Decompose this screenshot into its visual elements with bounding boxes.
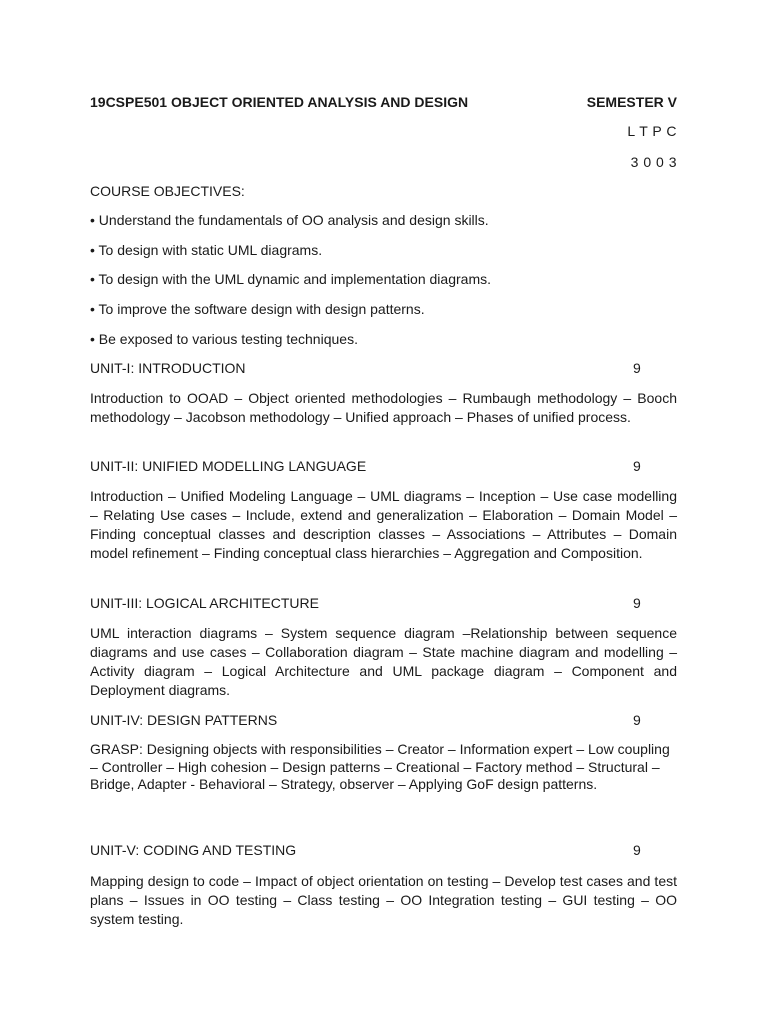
course-header [90,94,677,110]
unit-content: Introduction to OOAD – Object oriented methodologies – Rumbaugh methodology – Booch methodology – Jacobson methodology – Unified approach – Phases of unified process. [90,390,677,425]
unit-content: UML interaction diagrams – System sequence diagram –Relationship between sequence diagrams and use cases – Collaboration diagram – State machine diagram and modelling – Activity diagram – Logical Architecture and UML package diagram – Component and Deployment diagrams. [90,625,677,698]
unit-content: Mapping design to code – Impact of object orientation on testing – Develop test cases and test plans – Issues in OO testing – Class testing – OO Integration testing – GUI testing – OO system testing. [90,873,677,927]
unit-title: UNIT-IV: DESIGN PATTERNS [90,712,278,728]
objective-item: • Be exposed to various testing techniques. [90,331,358,347]
objective-item: • To design with static UML diagrams. [90,242,323,258]
objective-item: • To design with the UML dynamic and implementation diagrams. [90,271,491,287]
unit-hours: 9 [633,712,641,728]
syllabus-page [90,0,677,1024]
unit-heading [90,712,677,728]
unit-heading [90,360,677,376]
ltpc-label: L T P C [627,123,677,139]
unit-hours: 9 [633,360,641,376]
unit-heading [90,595,677,611]
semester-label: SEMESTER V [586,94,677,110]
unit-title: UNIT-III: LOGICAL ARCHITECTURE [90,595,319,611]
ltpc-values: 3 0 0 3 [630,154,677,170]
unit-content: GRASP: Designing objects with responsibilities – Creator – Information expert – Low coupling – Controller – High cohesion – Design patterns – Creational – Factory method – Structural – Bridge, Adapter - Behavioral – Strategy, observer – Applying GoF design patterns. [90,741,670,792]
unit-title: UNIT-V: CODING AND TESTING [90,842,297,858]
unit-content: Introduction – Unified Modeling Language – UML diagrams – Inception – Use case modelling – Relating Use cases – Include, extend and generalization – Elaboration – Domain Model – Finding conceptual classes and description classes – Associations – Attributes – Domain model refinement – Finding conceptual class hierarchies – Aggregation and Composition. [90,488,677,561]
unit-hours: 9 [633,595,641,611]
unit-heading [90,458,677,474]
objective-item: • To improve the software design with design patterns. [90,301,425,317]
course-title: 19CSPE501 OBJECT ORIENTED ANALYSIS AND DESIGN [90,94,469,110]
unit-hours: 9 [633,842,641,858]
unit-hours: 9 [633,458,641,474]
unit-title: UNIT-I: INTRODUCTION [90,360,246,376]
unit-title: UNIT-II: UNIFIED MODELLING LANGUAGE [90,458,367,474]
unit-heading [90,842,677,858]
objectives-heading: COURSE OBJECTIVES: [90,183,245,199]
objective-item: • Understand the fundamentals of OO analysis and design skills. [90,212,489,228]
